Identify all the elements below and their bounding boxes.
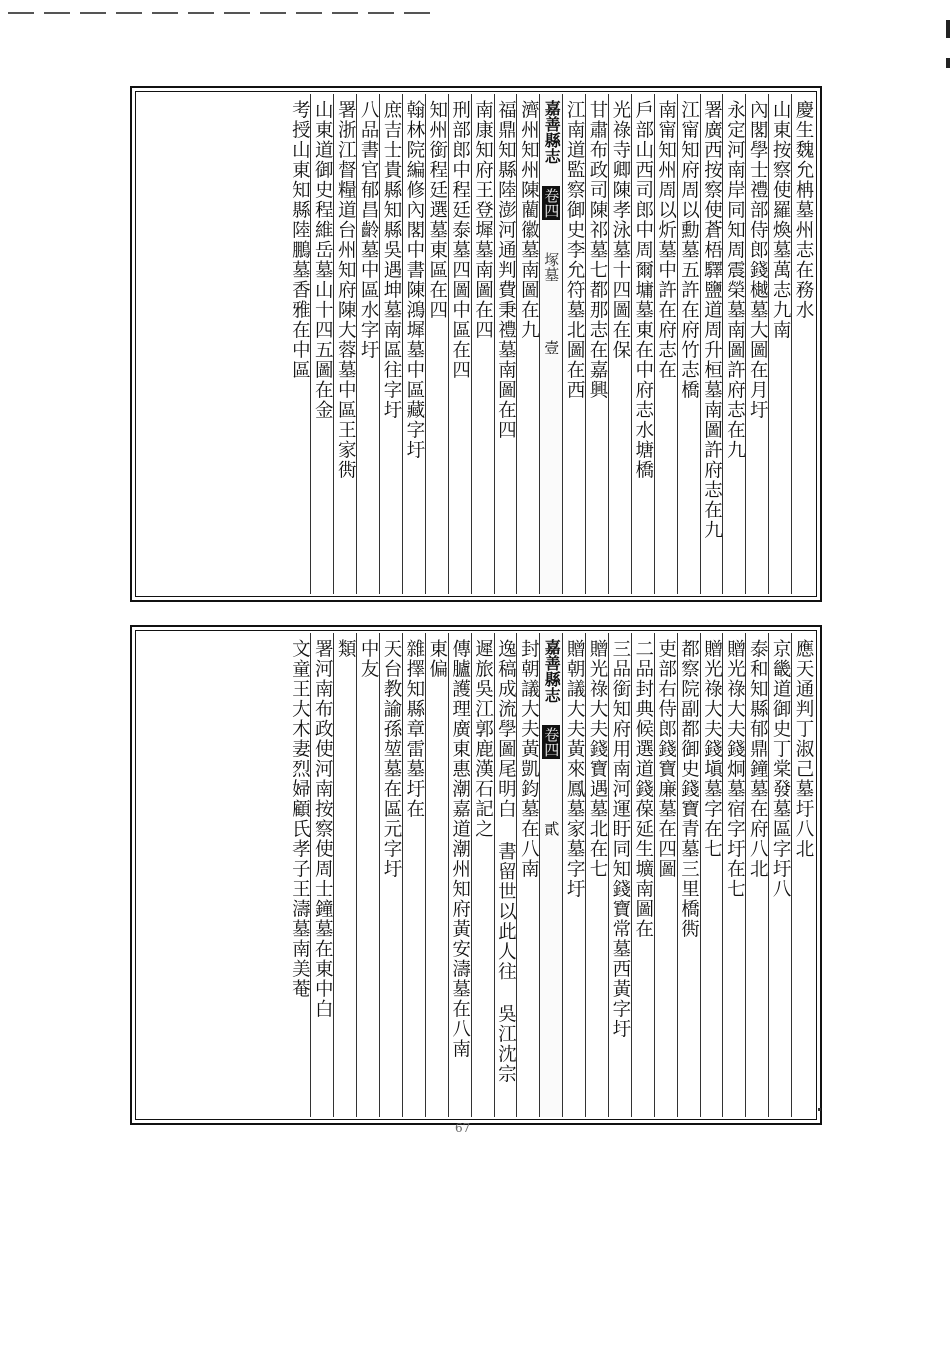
text-column: 泰和知縣郁鼎鐘墓在府八北 xyxy=(745,633,768,1117)
top-page-block xyxy=(130,86,822,602)
gutter-title: 嘉善縣志 xyxy=(542,639,562,703)
text-column: 都察院副都御史錢寶青墓三里橋衖 xyxy=(677,633,700,1117)
text-column: 山東道御史程維岳墓山十四五圖在金 xyxy=(310,94,333,594)
text-column: 濟州知州陳藺徽墓南圖在九 xyxy=(516,94,539,594)
text-column: 署廣西按察使蒼梧驛鹽道周升桓墓南圖許府志在九 xyxy=(700,94,723,594)
text-column: 贈光祿大夫錢炯墓宿字圩在七 xyxy=(722,633,745,1117)
text-column: 光祿寺卿陳孝泳墓十四圖在保 xyxy=(608,94,631,594)
text-column: 東偏 xyxy=(425,633,448,1117)
text-column: 封朝議大夫黃凱鈞墓在八南 xyxy=(516,633,539,1117)
gutter-volume: 卷四 xyxy=(542,188,561,218)
text-column: 內閣學士禮部侍郎錢樾墓大圖在月圩 xyxy=(745,94,768,594)
gutter-page-number: 壹 xyxy=(542,340,561,355)
scan-speck xyxy=(818,1108,821,1111)
text-column: 逸稿成流學圖尾明白 書留世以此人往 吳江沈宗 xyxy=(494,633,517,1117)
text-column: 署河南布政使河南按察使周士鐘墓在東中白 xyxy=(310,633,333,1117)
text-column: 署浙江督糧道台州知府陳大蓉墓中區王家衖 xyxy=(333,94,356,594)
text-column: 山東按察使羅煥墓萬志九南 xyxy=(768,94,791,594)
text-column: 翰林院編修內閣中書陳鴻墀墓中區藏字圩 xyxy=(402,94,425,594)
text-column: 刑部郎中程廷泰墓四圖中區在四 xyxy=(448,94,471,594)
text-column: 遲旅吳江郭鹿漢石記之 xyxy=(471,633,494,1117)
bottom-page-block xyxy=(130,625,822,1125)
text-column: 江南道監察御史李允符墓北圖在西 xyxy=(562,94,585,594)
text-column: 南甯知州周以炘墓中許在府志在 xyxy=(654,94,677,594)
text-column: 福鼎知縣陸澎河通判費秉禮墓南圖在四 xyxy=(494,94,517,594)
text-column: 文童王大木妻烈婦顧氏孝子王濤墓南美菴 xyxy=(289,639,311,999)
text-column: 贈光祿大夫錢塡墓字在七 xyxy=(700,633,723,1117)
text-column: 三品銜知府用南河運盱同知錢寶常墓西黃字圩 xyxy=(608,633,631,1117)
gutter-column xyxy=(539,633,562,1117)
text-column: 八品書官郁昌齡墓中區水字圩 xyxy=(356,94,379,594)
text-column: 吏部右侍郎錢寶廉墓在四圖 xyxy=(654,633,677,1117)
text-column: 江甯知府周以勳墓五許在府竹志橋 xyxy=(677,94,700,594)
text-column: 庶吉士貴縣知縣吳遇坤墓南區往字圩 xyxy=(379,94,402,594)
text-column: 知州銜程廷選墓東區在四 xyxy=(425,94,448,594)
text-column: 永定河南岸同知周震榮墓南圖許府志在九 xyxy=(722,94,745,594)
text-column: 類 xyxy=(333,633,356,1117)
gutter-section: 塚墓 xyxy=(542,252,561,282)
text-column: 贈朝議大夫黃來鳳墓家墓字圩 xyxy=(562,633,585,1117)
gutter-page-number: 貳 xyxy=(542,821,561,836)
header-dash-rule xyxy=(8,12,430,14)
folio-number: 67 xyxy=(455,1121,471,1135)
text-column: 甘肅布政司陳祁墓七都那志在嘉興 xyxy=(585,94,608,594)
text-column: 慶生魏允柟墓州志在務水 xyxy=(791,94,814,594)
top-columns xyxy=(138,94,814,594)
text-column: 二品封典候選道錢葆延生壙南圖在 xyxy=(631,633,654,1117)
gutter-column xyxy=(539,94,562,594)
text-column: 雜擇知縣章雷墓圩在 xyxy=(402,633,425,1117)
right-edge-mark xyxy=(946,58,950,68)
text-column: 贈光祿大夫錢寶遇墓北在七 xyxy=(585,633,608,1117)
text-column: 京畿道御史丁棠發墓區字圩八 xyxy=(768,633,791,1117)
right-edge-mark xyxy=(946,20,950,38)
text-column: 傳臚護理廣東惠潮嘉道潮州知府黃安濤墓在八南 xyxy=(448,633,471,1117)
text-column: 應天通判丁淑己墓圩八北 xyxy=(791,633,814,1117)
text-column: 南康知府王登墀墓南圖在四 xyxy=(471,94,494,594)
text-column: 考授山東知縣陸鵬墓香雅在中區 xyxy=(289,100,311,380)
bottom-columns xyxy=(138,633,814,1117)
text-column: 戶部山西司郎中周爾墉墓東在中府志水塘橋 xyxy=(631,94,654,594)
gutter-title: 嘉善縣志 xyxy=(542,100,562,164)
text-column: 天台教諭孫堃墓在區元字圩 xyxy=(379,633,402,1117)
text-column: 中友 xyxy=(356,633,379,1117)
gutter-volume: 卷四 xyxy=(542,727,561,757)
